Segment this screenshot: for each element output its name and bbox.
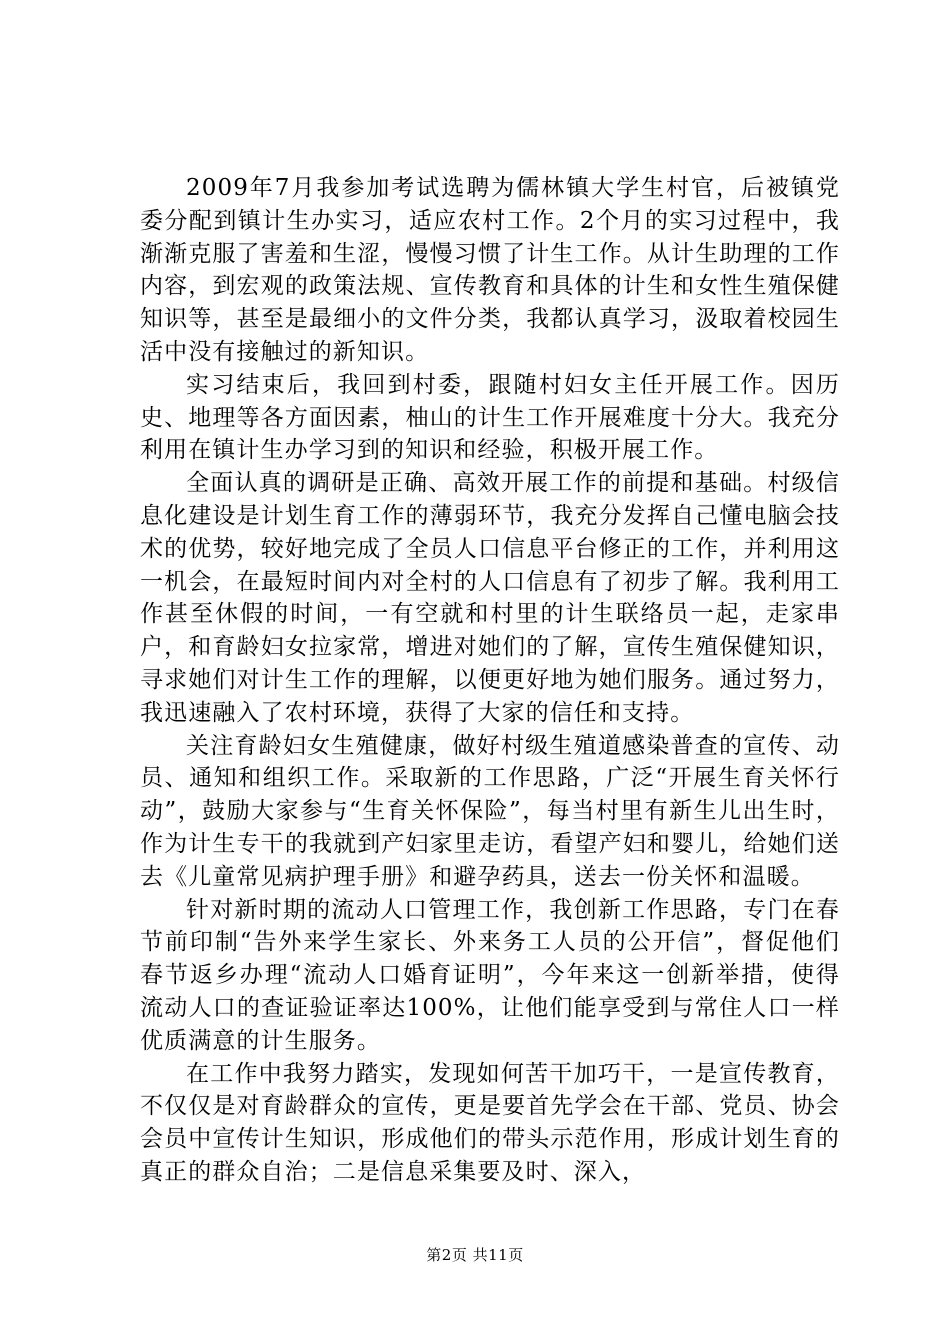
paragraph-3: 全面认真的调研是正确、高效开展工作的前提和基础。村级信息化建设是计划生育工作的薄弱环节，我充分发挥自己懂电脑会技术的优势，较好地完成了全员人口信息平台修正的工作，并利用这一机会，在最短时间内对全村的人口信息有了初步了解。我利用工作甚至休假的时间，一有空就和村里的计生联络员一起，走家串户，和育龄妇女拉家常，增进对她们的了解，宣传生殖保健知识，寻求她们对计生工作的理解，以便更好地为她们服务。通过努力，我迅速融入了农村环境，获得了大家的信任和支持。 bbox=[140, 470, 840, 726]
paragraph-4: 关注育龄妇女生殖健康，做好村级生殖道感染普查的宣传、动员、通知和组织工作。采取新的工作思路，广泛“开展生育关怀行动”，鼓励大家参与“生育关怀保险”，每当村里有新生儿出生时，作为计生专干的我就到产妇家里走访，看望产妇和婴儿，给她们送去《儿童常见病护理手册》和避孕药具，送去一份关怀和温暖。 bbox=[140, 732, 840, 890]
paragraph-2: 实习结束后，我回到村委，跟随村妇女主任开展工作。因历史、地理等各方面因素，柚山的计生工作开展难度十分大。我充分利用在镇计生办学习到的知识和经验，积极开展工作。 bbox=[140, 371, 840, 464]
document-body bbox=[140, 172, 840, 1189]
page-number-footer: 第2页 共11页 bbox=[426, 1246, 524, 1264]
paragraph-1: 2009年7月我参加考试选聘为儒林镇大学生村官，后被镇党委分配到镇计生办实习，适应农村工作。2个月的实习过程中，我渐渐克服了害羞和生涩，慢慢习惯了计生工作。从计生助理的工作内容，到宏观的政策法规、宣传教育和具体的计生和女性生殖保健知识等，甚至是最细小的文件分类，我都认真学习，汲取着校园生活中没有接触过的新知识。 bbox=[140, 175, 840, 365]
paragraph-5: 针对新时期的流动人口管理工作，我创新工作思路，专门在春节前印制“告外来学生家长、外来务工人员的公开信”，督促他们春节返乡办理“流动人口婚育证明”，今年来这一创新举措，使得流动人口的查证验证率达100%，让他们能享受到与常住人口一样优质满意的计生服务。 bbox=[140, 896, 840, 1054]
paragraph-6: 在工作中我努力踏实，发现如何苦干加巧干，一是宣传教育，不仅仅是对育龄群众的宣传，更是要首先学会在干部、党员、协会会员中宣传计生知识，形成他们的带头示范作用，形成计划生育的真正的群众自治；二是信息采集要及时、深入， bbox=[140, 1060, 840, 1185]
